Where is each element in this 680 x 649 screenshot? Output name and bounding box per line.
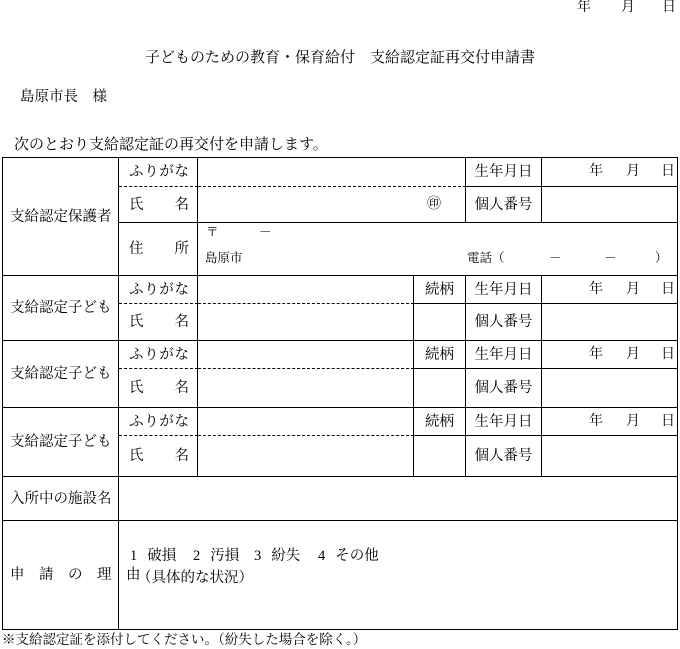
guardian-id-label: 個人番号: [474, 196, 533, 213]
footnote: ※支給認定証を添付してください。（紛失した場合を除く。）: [2, 632, 367, 647]
guardian-id-label-cell: [466, 187, 542, 223]
reason-label-cell: [3, 521, 141, 630]
birthdate-day-unit: 日: [661, 281, 675, 297]
child-2-id-label: 個人番号: [474, 380, 533, 396]
birthdate-month-unit: 月: [626, 281, 640, 297]
child-3-name-label: 氏 名: [129, 448, 189, 464]
child-3-furigana-label: ふりがな: [129, 413, 189, 430]
child-1-birthdate-field: [542, 276, 678, 304]
child-1-id-label-cell: [466, 304, 542, 341]
reason-option-soiled: [193, 547, 239, 565]
birthdate-month-unit: 月: [626, 346, 640, 362]
phone-close-paren: ）: [655, 251, 668, 265]
guardian-furigana-label-cell: [119, 158, 198, 187]
child-1-name-field: [198, 304, 414, 341]
guardian-birthdate-label-cell: [466, 158, 542, 187]
child-1-birthdate-label: 生年月日: [474, 281, 533, 298]
birthdate-day-unit: 日: [661, 164, 675, 179]
guardian-section-cell: [3, 158, 119, 276]
guardian-birthdate-label: 生年月日: [474, 164, 533, 180]
guardian-address-field: [198, 223, 678, 276]
reason-option-number: 4: [318, 548, 326, 564]
child-3-birthdate-field: [542, 408, 678, 436]
guardian-name-label: 氏 名: [129, 196, 189, 213]
child-3-furigana-field: [198, 408, 414, 436]
child-2-relation-label-cell: [414, 341, 466, 369]
child-1-relation-label: 続柄: [425, 281, 454, 298]
birthdate-month-unit: 月: [626, 413, 640, 429]
child-3-birthdate-label: 生年月日: [474, 413, 533, 430]
birthdate-month-unit: 月: [626, 164, 640, 179]
guardian-address-label-cell: [119, 223, 198, 276]
address-city: 島原市: [205, 251, 243, 265]
reason-option-label: その他: [335, 548, 379, 564]
child-1-furigana-label-cell: [119, 276, 198, 304]
addressee: 島原市長 様: [20, 89, 107, 105]
birthdate-year-unit: 年: [589, 164, 603, 179]
child-1-relation-label-cell: [414, 276, 466, 304]
child-2-birthdate-field: [542, 341, 678, 369]
child-1-birthdate-label-cell: [466, 276, 542, 304]
child-2-birthdate-label: 生年月日: [474, 346, 533, 363]
reason-option-label: 破損: [147, 548, 177, 564]
child-2-id-field: [542, 369, 678, 408]
reason-option-other: [318, 547, 379, 565]
child-1-section-label: 支給認定子ども: [10, 300, 112, 316]
child-1-id-label: 個人番号: [474, 314, 533, 330]
reason-details-label: （具体的な状況）: [137, 570, 253, 586]
child-1-section-cell: [3, 276, 119, 341]
birthdate-year-unit: 年: [589, 281, 603, 297]
birthdate-day-unit: 日: [661, 346, 675, 362]
child-1-furigana-field: [198, 276, 414, 304]
child-3-section-label: 支給認定子ども: [10, 434, 112, 450]
reason-option-label: 汚損: [210, 548, 240, 564]
reason-label: 申 請 の 理 由: [10, 567, 141, 583]
child-3-name-label-cell: [119, 436, 198, 477]
facility-field: [119, 477, 678, 521]
facility-label-cell: [3, 477, 119, 521]
child-2-relation-field: [414, 369, 466, 408]
birthdate-day-unit: 日: [661, 413, 675, 429]
child-2-furigana-label: ふりがな: [129, 346, 189, 363]
guardian-furigana-label: ふりがな: [129, 164, 189, 180]
guardian-name-field: [198, 187, 466, 223]
document-title: 子どものための教育・保育給付 支給認定証再交付申請書: [144, 50, 535, 66]
child-2-birthdate-label-cell: [466, 341, 542, 369]
guardian-id-field: [542, 187, 678, 223]
reason-option-number: 2: [193, 548, 201, 564]
child-3-relation-field: [414, 436, 466, 477]
child-1-relation-field: [414, 304, 466, 341]
child-3-furigana-label-cell: [119, 408, 198, 436]
birthdate-year-unit: 年: [589, 346, 603, 362]
postal-mark: 〒: [206, 225, 219, 239]
child-2-section-cell: [3, 341, 119, 408]
child-2-furigana-label-cell: [119, 341, 198, 369]
guardian-address-label: 住 所: [129, 241, 189, 257]
reason-option-damaged: [130, 547, 176, 565]
date-month-label: 月: [621, 0, 635, 15]
child-3-relation-label-cell: [414, 408, 466, 436]
reason-option-label: 紛失: [271, 548, 301, 564]
child-2-furigana-field: [198, 341, 414, 369]
date-day-label: 日: [662, 0, 676, 15]
phone-dash-2: －: [604, 251, 617, 265]
child-2-id-label-cell: [466, 369, 542, 408]
child-3-id-field: [542, 436, 678, 477]
child-2-name-label: 氏 名: [129, 380, 189, 396]
application-form-table: [2, 157, 678, 630]
child-3-name-field: [198, 436, 414, 477]
reason-option-number: 3: [254, 548, 262, 564]
guardian-furigana-field: [198, 158, 466, 187]
reason-field: [119, 521, 678, 630]
child-1-name-label: 氏 名: [129, 314, 189, 330]
child-2-section-label: 支給認定子ども: [10, 366, 112, 382]
guardian-birthdate-field: [542, 158, 678, 187]
child-2-name-label-cell: [119, 369, 198, 408]
date-year-label: 年: [577, 0, 591, 15]
child-1-name-label-cell: [119, 304, 198, 341]
child-3-id-label-cell: [466, 436, 542, 477]
reason-option-number: 1: [130, 548, 138, 564]
phone-dash-1: －: [549, 251, 562, 265]
child-3-birthdate-label-cell: [466, 408, 542, 436]
reason-option-lost: [254, 547, 300, 565]
child-3-relation-label: 続柄: [425, 413, 454, 430]
child-3-section-cell: [3, 408, 119, 477]
child-1-id-field: [542, 304, 678, 341]
intro-text: 次のとおり支給認定証の再交付を申請します。: [14, 137, 328, 153]
seal-mark: ㊞: [427, 196, 441, 212]
child-1-furigana-label: ふりがな: [129, 281, 189, 298]
child-3-id-label: 個人番号: [474, 448, 533, 464]
child-2-relation-label: 続柄: [425, 346, 454, 363]
guardian-section-label: 支給認定保護者: [10, 208, 112, 225]
child-2-name-field: [198, 369, 414, 408]
postal-code-dash: －: [259, 225, 272, 239]
birthdate-year-unit: 年: [589, 413, 603, 429]
phone-label: 電話（: [467, 251, 505, 265]
facility-label: 入所中の施設名: [10, 490, 112, 507]
guardian-name-label-cell: [119, 187, 198, 223]
